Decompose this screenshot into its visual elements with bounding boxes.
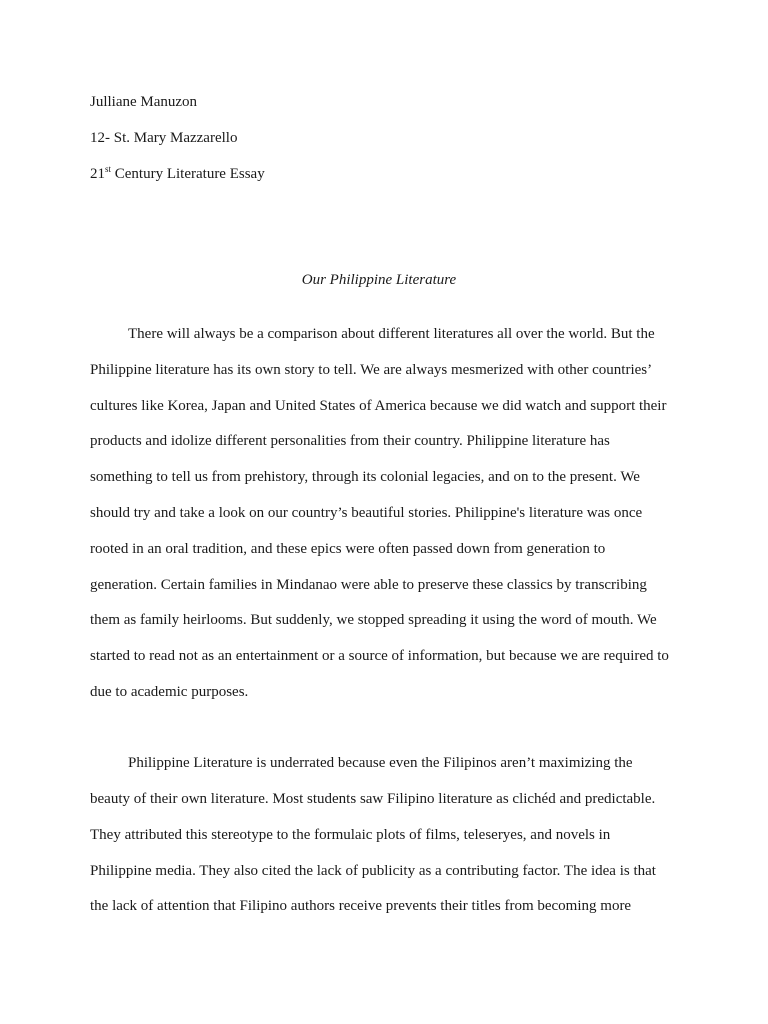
course-title (90, 165, 265, 183)
paragraph-line: due to academic purposes. (90, 684, 249, 700)
paragraph-line: the lack of attention that Filipino authors receive prevents their titles from becoming more (90, 898, 632, 914)
paragraph-line: Philippine media. They also cited the lack of publicity as a contributing factor. The idea is that (90, 863, 656, 879)
paragraph-line: There will always be a comparison about different literatures all over the world. But the (128, 326, 655, 342)
paragraph-line: They attributed this stereotype to the formulaic plots of films, teleseryes, and novels in (90, 827, 611, 843)
essay-title: Our Philippine Literature (301, 272, 457, 288)
paragraph-line: Philippine literature has its own story to tell. We are always mesmerized with other countries’ (90, 362, 653, 378)
paragraph-line: products and idolize different personalities from their country. Philippine literature has (90, 433, 610, 449)
author-name: Julliane Manuzon (90, 94, 198, 110)
paragraph-line: Philippine Literature is underrated because even the Filipinos aren’t maximizing the (128, 755, 633, 771)
paragraph-line: rooted in an oral tradition, and these epics were often passed down from generation to (90, 541, 606, 557)
paragraph-line: beauty of their own literature. Most students saw Filipino literature as clichéd and predictable. (90, 791, 656, 807)
paragraph-line: should try and take a look on our country’s beautiful stories. Philippine's literature was once (90, 505, 643, 521)
course-rest: Century Literature Essay (111, 166, 265, 182)
paragraph-line: generation. Certain families in Mindanao were able to preserve these classics by transcribing (90, 577, 647, 593)
paragraph-line: them as family heirlooms. But suddenly, we stopped spreading it using the word of mouth. We (90, 612, 657, 628)
paragraph-line: something to tell us from prehistory, through its colonial legacies, and on to the present. We (90, 469, 640, 485)
paragraph-line: cultures like Korea, Japan and United States of America because we did watch and support their (90, 398, 667, 414)
class-section: 12- St. Mary Mazzarello (90, 130, 238, 146)
course-superscript: st (105, 164, 112, 174)
course-prefix: 21 (90, 166, 105, 182)
paragraph-line: started to read not as an entertainment or a source of information, but because we are required to (90, 648, 669, 664)
